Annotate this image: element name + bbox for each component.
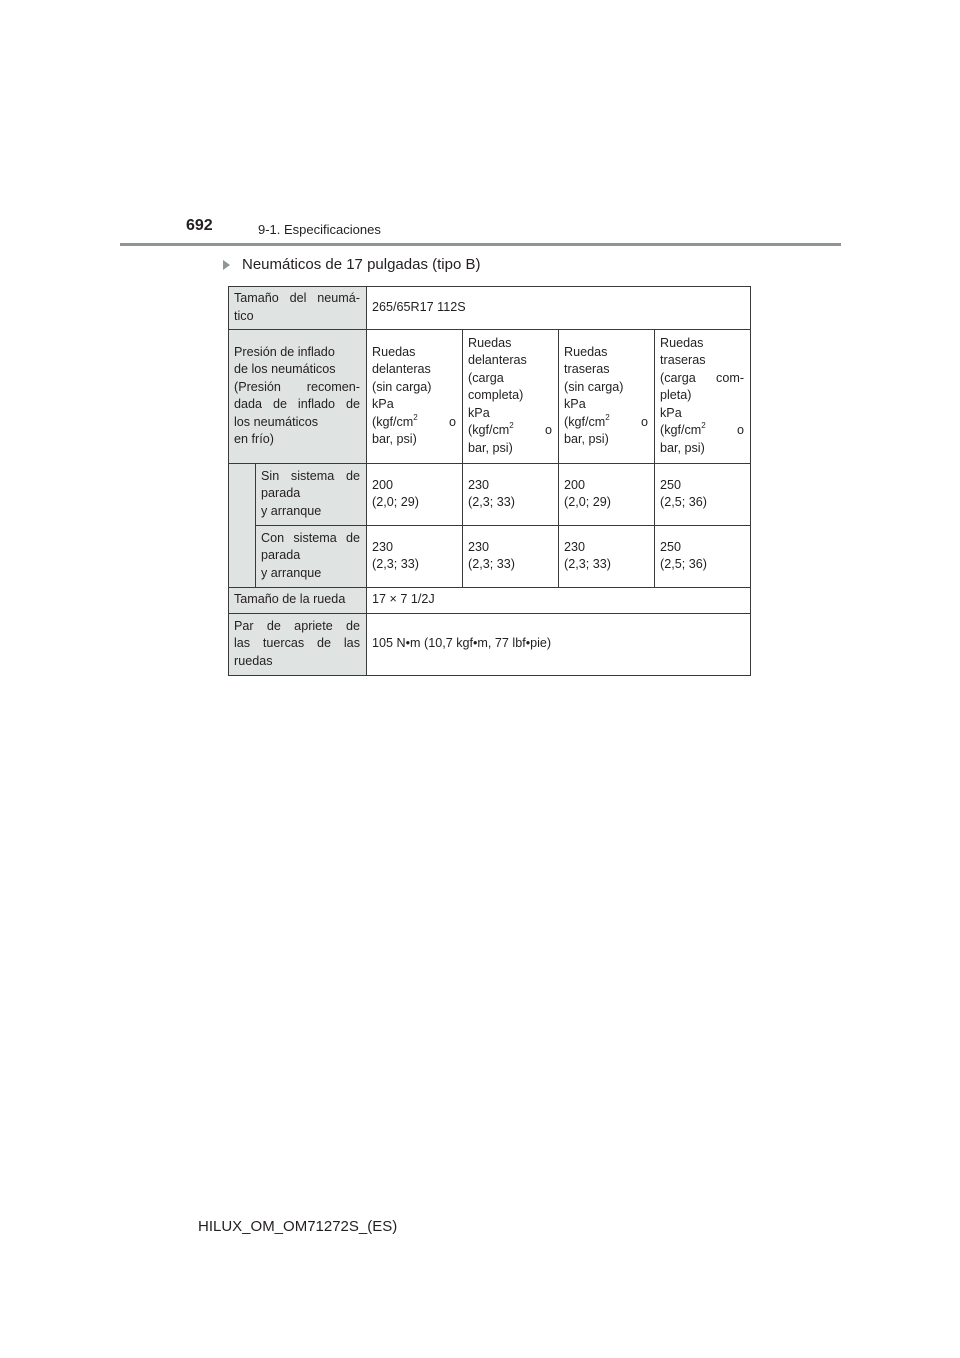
- table-cell: 230 (2,3; 33): [463, 464, 559, 526]
- table-cell: 230 (2,3; 33): [559, 526, 655, 588]
- column-header-rear-unloaded: Ruedas traseras (sin carga) kPa ($kgf/cm^2$ o bar, psi): [559, 330, 655, 464]
- document-code-footer: HILUX_OM_OM71272S_(ES): [198, 1218, 398, 1235]
- table-cell: 230 (2,3; 33): [463, 526, 559, 588]
- table-row: [229, 614, 751, 676]
- column-header-rear-loaded: Ruedas traseras (carga com- pleta) kPa ($kgf/cm^2$ o bar, psi): [655, 330, 751, 464]
- table-row: [229, 287, 751, 330]
- sub-heading: [223, 256, 480, 273]
- table-cell: 250 (2,5; 36): [655, 464, 751, 526]
- column-header-front-unloaded: Ruedas delanteras (sin carga) kPa ($kgf/cm^2$ o bar, psi): [367, 330, 463, 464]
- table-row: [229, 330, 751, 464]
- section-title: 9-1. Especificaciones: [258, 222, 381, 237]
- torque-label: Par de apriete de las tuercas de las ruedas: [229, 614, 367, 676]
- tire-size-value: 265/65R17 112S: [367, 287, 751, 330]
- table-row: [229, 526, 751, 588]
- table-cell: 200 (2,0; 29): [559, 464, 655, 526]
- column-header-front-loaded: Ruedas delanteras (carga completa) kPa ($kgf/cm^2$ o bar, psi): [463, 330, 559, 464]
- wheel-size-label: Tamaño de la rueda: [229, 588, 367, 614]
- indent-cell: [229, 464, 256, 588]
- tire-spec-table: [228, 286, 751, 676]
- torque-value: 105 N•m (10,7 kgf•m, 77 lbf•pie): [367, 614, 751, 676]
- table-cell: 230 (2,3; 33): [367, 526, 463, 588]
- table-row: [229, 588, 751, 614]
- wheel-size-value: 17 × 7 1/2J: [367, 588, 751, 614]
- table-row: [229, 464, 751, 526]
- row-label-with-stop-start: Con sistema de parada y arranque: [256, 526, 367, 588]
- page-number: 692: [186, 217, 213, 234]
- triangle-bullet-icon: [223, 260, 230, 270]
- tire-size-label: Tamaño del neumá- tico: [229, 287, 367, 330]
- sub-heading-text: Neumáticos de 17 pulgadas (tipo B): [242, 256, 481, 273]
- table-cell: 250 (2,5; 36): [655, 526, 751, 588]
- row-label-without-stop-start: Sin sistema de parada y arranque: [256, 464, 367, 526]
- header-rule: [120, 243, 841, 246]
- table-cell: 200 (2,0; 29): [367, 464, 463, 526]
- pressure-label: Presión de inflado de los neumáticos (Presión recomen- dada de inflado de los neumáticos en frío): [229, 330, 367, 464]
